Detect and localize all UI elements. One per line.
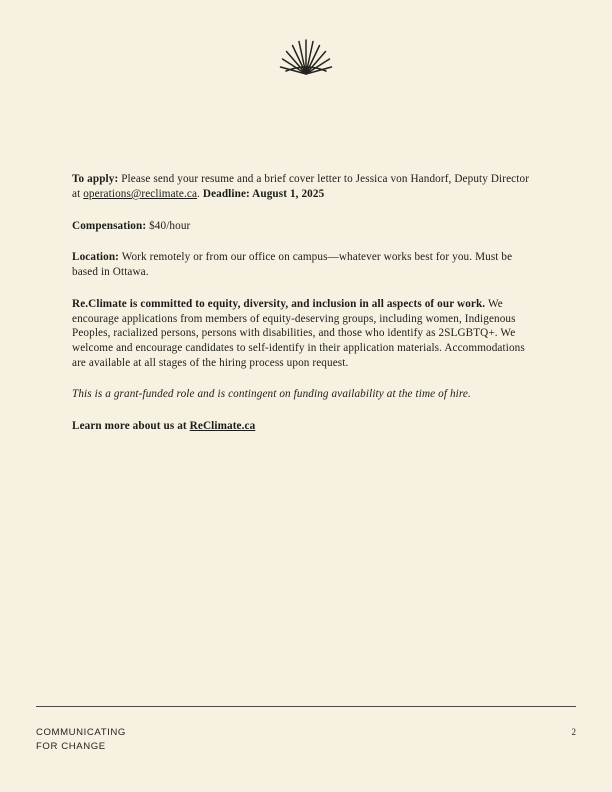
apply-paragraph [72, 172, 538, 202]
grant-note-paragraph [72, 387, 538, 402]
learn-more-paragraph [72, 419, 538, 434]
compensation-value: $40/hour [146, 219, 191, 232]
equity-paragraph [72, 297, 538, 371]
apply-text-before-email: Please send your resume and a brief cover letter to Jessica von Handorf, Deputy Director at [72, 173, 530, 200]
equity-text: We encourage applications from members of equity-deserving groups, including women, Indigenous Peoples, racialized persons, persons with disabilities, and those who identify as 2SLGBTQ+. We welcome and encourage candidates to self-identify in their application materials. Accommodations are available at all stages of the hiring process upon request. [72, 297, 525, 370]
logo-mark [0, 34, 612, 76]
footer-brand-line-2: FOR CHANGE [36, 740, 106, 752]
footer-brand [36, 726, 126, 754]
apply-lead: To apply: [72, 173, 119, 185]
location-lead: Location: [72, 251, 119, 264]
footer-divider [36, 706, 576, 707]
compensation-paragraph [72, 219, 538, 234]
sunburst-fan-icon [278, 34, 334, 76]
apply-deadline: Deadline: August 1, 2025 [202, 187, 325, 200]
apply-email-link[interactable]: operations@reclimate.ca [83, 187, 198, 200]
footer-brand-line-1: COMMUNICATING [36, 727, 126, 738]
document-body [72, 172, 538, 446]
grant-note-text: This is a grant-funded role and is contingent on funding availability at the time of hire. [72, 387, 471, 400]
apply-text-after-email: . [197, 187, 203, 200]
location-paragraph [72, 250, 538, 280]
page-number: 2 [571, 727, 576, 737]
page-footer [36, 726, 576, 754]
compensation-lead: Compensation: [72, 219, 147, 232]
learn-more-lead: Learn more about us at [72, 419, 190, 432]
location-text: Work remotely or from our office on campus—whatever works best for you. Must be based in Ottawa. [72, 251, 513, 279]
equity-lead: Re.Climate is committed to equity, diversity, and inclusion in all aspects of our work. [72, 297, 486, 310]
reclimate-link[interactable]: ReClimate.ca [189, 419, 256, 432]
